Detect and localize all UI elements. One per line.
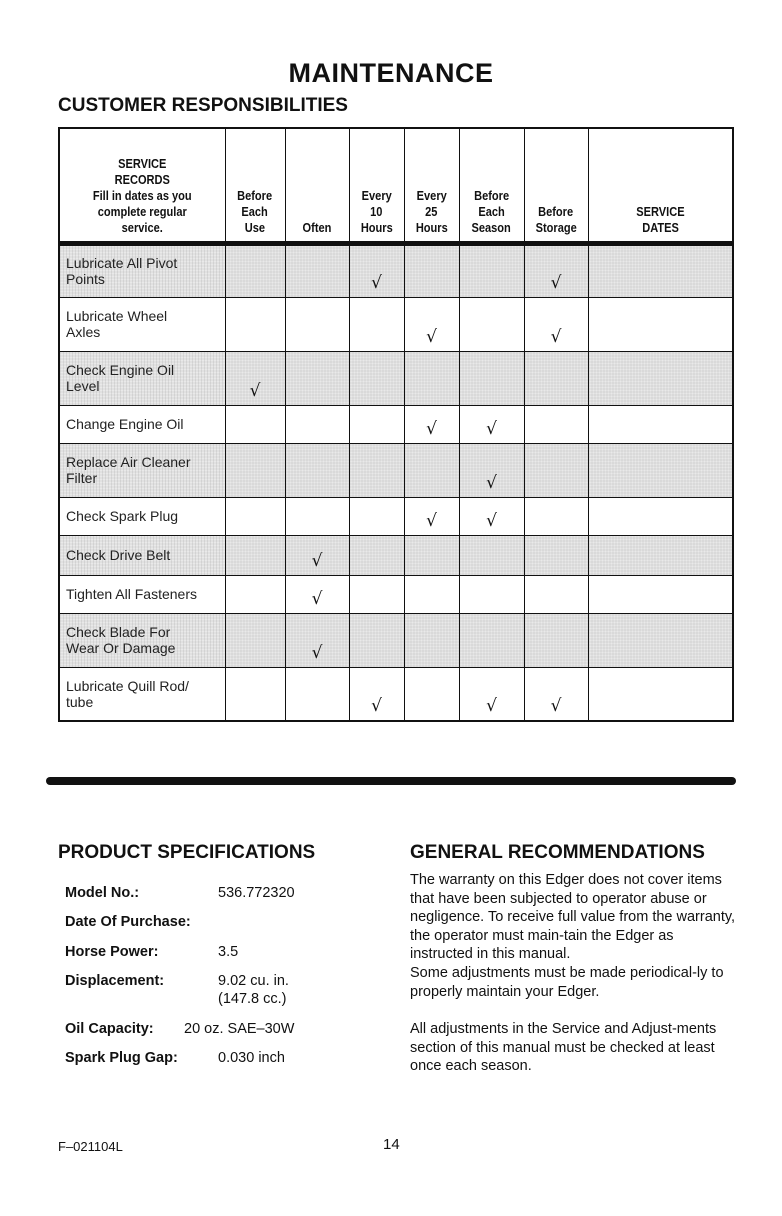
check-cell: [225, 443, 285, 497]
header-line: Fill in dates as you: [92, 187, 192, 203]
table-row: [59, 535, 733, 575]
horse-power-label: Horse Power:: [65, 944, 159, 960]
check-cell: [349, 613, 404, 667]
check-cell: [285, 443, 349, 497]
header-line: Hours: [360, 219, 393, 235]
check-cell: [285, 297, 349, 351]
check-cell: [459, 297, 524, 351]
table-row: [59, 613, 733, 667]
check-mark-icon: √: [426, 326, 437, 347]
check-cell: [459, 667, 524, 721]
header-line: RECORDS: [114, 171, 170, 187]
check-mark-icon: √: [550, 696, 562, 716]
task-line: Tighten All Fasteners: [66, 586, 197, 602]
table-row: [59, 405, 733, 443]
check-cell: [404, 497, 459, 535]
check-cell: [524, 667, 588, 721]
product-specifications-heading: PRODUCT SPECIFICATIONS: [58, 842, 316, 863]
header-often: [285, 128, 349, 243]
task-cell: [59, 613, 225, 667]
check-cell: [285, 405, 349, 443]
check-cell: [349, 405, 404, 443]
task-line: Check Blade For: [66, 624, 171, 640]
service-dates-cell[interactable]: [588, 443, 733, 497]
header-line: Storage: [535, 219, 577, 235]
page-title: MAINTENANCE: [288, 58, 494, 88]
displacement-value: 9.02 cu. in.: [218, 973, 289, 989]
check-cell: [404, 243, 459, 297]
check-cell: [285, 243, 349, 297]
header-line: 10: [370, 203, 383, 219]
check-mark-icon: √: [426, 418, 437, 439]
task-line: Wear Or Damage: [66, 640, 176, 656]
task-line: Change Engine Oil: [66, 416, 184, 432]
table-row: [59, 297, 733, 351]
check-cell: [404, 443, 459, 497]
header-line: Every: [416, 187, 447, 203]
task-cell: [59, 351, 225, 405]
check-cell: [459, 497, 524, 535]
check-cell: [349, 497, 404, 535]
header-line: Use: [244, 219, 266, 235]
check-cell: [225, 575, 285, 613]
check-cell: [225, 497, 285, 535]
header-line: complete regular: [97, 203, 187, 219]
check-cell: [225, 535, 285, 575]
check-cell: [524, 351, 588, 405]
section-divider: [46, 777, 736, 785]
check-mark-icon: √: [550, 272, 562, 293]
check-cell: [404, 535, 459, 575]
check-cell: [524, 535, 588, 575]
header-line: Each: [241, 203, 269, 219]
page-number: 14: [383, 1136, 400, 1153]
task-line: Replace Air Cleaner: [66, 454, 191, 470]
oil-capacity-value: 20 oz. SAE–30W: [184, 1021, 295, 1037]
service-dates-cell[interactable]: [588, 405, 733, 443]
check-cell: [524, 443, 588, 497]
check-cell: [524, 613, 588, 667]
table-row: [59, 575, 733, 613]
purchase-date-label: Date Of Purchase:: [65, 914, 191, 930]
task-line: Lubricate Quill Rod/: [66, 677, 189, 694]
check-cell: [285, 667, 349, 721]
horse-power-value: 3.5: [218, 944, 239, 960]
general-recommendations-heading: GENERAL RECOMMENDATIONS: [410, 842, 705, 863]
service-dates-cell[interactable]: [588, 667, 733, 721]
header-every-25-hours: [404, 128, 459, 243]
model-label: Model No.:: [65, 885, 140, 901]
task-cell: [59, 243, 225, 297]
service-dates-cell[interactable]: [588, 613, 733, 667]
service-dates-cell[interactable]: [588, 575, 733, 613]
check-cell: [404, 351, 459, 405]
task-line: Check Engine Oil: [66, 362, 175, 378]
check-cell: [404, 575, 459, 613]
task-line: Check Drive Belt: [66, 547, 171, 563]
check-mark-icon: √: [371, 696, 382, 716]
check-cell: [459, 351, 524, 405]
maintenance-schedule-table: [58, 127, 734, 722]
header-line: Each: [478, 203, 505, 219]
check-cell: [349, 243, 404, 297]
task-line: Level: [66, 378, 100, 394]
service-dates-cell[interactable]: [588, 351, 733, 405]
table-row: [59, 667, 733, 721]
check-mark-icon: √: [371, 272, 382, 293]
header-line: SERVICE: [118, 155, 167, 171]
service-dates-cell[interactable]: [588, 497, 733, 535]
check-cell: [285, 497, 349, 535]
task-line: Check Spark Plug: [66, 508, 179, 524]
check-cell: [459, 443, 524, 497]
check-mark-icon: √: [486, 472, 497, 493]
header-service-dates: [588, 128, 733, 243]
check-cell: [225, 351, 285, 405]
check-mark-icon: √: [426, 510, 437, 531]
header-line: 25: [425, 203, 438, 219]
header-line: DATES: [641, 219, 679, 235]
service-dates-cell[interactable]: [588, 297, 733, 351]
oil-capacity-label: Oil Capacity:: [65, 1021, 154, 1037]
check-cell: [459, 243, 524, 297]
table-row: [59, 443, 733, 497]
check-mark-icon: √: [311, 642, 323, 663]
task-cell: [59, 575, 225, 613]
check-mark-icon: √: [486, 696, 497, 716]
check-cell: [404, 297, 459, 351]
check-cell: [459, 535, 524, 575]
check-mark-icon: √: [311, 550, 323, 571]
header-line: SERVICE: [636, 203, 685, 219]
check-cell: [285, 351, 349, 405]
task-cell: [59, 297, 225, 351]
header-before-each-use: [225, 128, 285, 243]
header-service-records: [59, 128, 225, 243]
check-mark-icon: √: [311, 588, 323, 609]
check-mark-icon: √: [550, 326, 562, 347]
check-cell: [285, 575, 349, 613]
task-line: Axles: [66, 324, 101, 340]
check-cell: [524, 575, 588, 613]
displacement-cc-value: (147.8 cc.): [218, 991, 287, 1007]
task-cell: [59, 405, 225, 443]
check-mark-icon: √: [486, 418, 497, 439]
check-cell: [404, 405, 459, 443]
check-cell: [349, 535, 404, 575]
check-cell: [225, 667, 285, 721]
task-line: Lubricate Wheel: [66, 308, 168, 324]
check-cell: [459, 575, 524, 613]
header-line: Often: [302, 219, 332, 235]
check-cell: [225, 243, 285, 297]
task-line: Filter: [66, 470, 98, 486]
header-line: Season: [471, 219, 512, 235]
check-cell: [349, 575, 404, 613]
check-cell: [349, 297, 404, 351]
task-cell: [59, 497, 225, 535]
check-cell: [524, 297, 588, 351]
header-before-storage: [524, 128, 588, 243]
check-cell: [404, 613, 459, 667]
check-cell: [524, 405, 588, 443]
service-dates-cell[interactable]: [588, 243, 733, 297]
check-cell: [524, 497, 588, 535]
service-dates-cell[interactable]: [588, 535, 733, 575]
check-cell: [225, 613, 285, 667]
spark-plug-gap-value: 0.030 inch: [218, 1050, 285, 1066]
task-cell: [59, 667, 225, 721]
task-line: Points: [66, 271, 105, 287]
check-cell: [285, 535, 349, 575]
task-cell: [59, 535, 225, 575]
check-cell: [349, 351, 404, 405]
check-cell: [404, 667, 459, 721]
table-row: [59, 243, 733, 297]
model-value: 536.772320: [218, 885, 295, 901]
task-cell: [59, 443, 225, 497]
check-cell: [349, 667, 404, 721]
recommendation-paragraph-2: Some adjustments must be made periodical-ly to properly maintain your Edger.: [410, 965, 724, 1000]
displacement-label: Displacement:: [65, 973, 165, 989]
check-cell: [285, 613, 349, 667]
recommendation-paragraph-3: All adjustments in the Service and Adjust-ments section of this manual must be checked at least once each season.: [410, 1021, 717, 1074]
table-header-row: [59, 128, 733, 243]
check-cell: [459, 405, 524, 443]
document-code: F–021104L: [58, 1139, 123, 1154]
check-cell: [225, 405, 285, 443]
check-cell: [349, 443, 404, 497]
header-line: Before: [237, 187, 273, 203]
task-line: Lubricate All Pivot: [66, 255, 178, 271]
table-row: [59, 497, 733, 535]
section-title-customer-responsibilities: CUSTOMER RESPONSIBILITIES: [58, 95, 348, 116]
task-line: tube: [66, 693, 94, 710]
table-row: [59, 351, 733, 405]
header-line: Before: [473, 187, 510, 203]
header-before-each-season: [459, 128, 524, 243]
check-cell: [459, 613, 524, 667]
check-cell: [524, 243, 588, 297]
check-mark-icon: √: [249, 380, 261, 401]
header-line: Before: [538, 203, 574, 219]
header-line: Every: [361, 187, 392, 203]
check-mark-icon: √: [486, 510, 497, 531]
header-every-10-hours: [349, 128, 404, 243]
check-cell: [225, 297, 285, 351]
header-line: Hours: [415, 219, 448, 235]
header-line: service.: [121, 219, 163, 235]
recommendation-paragraph-1: The warranty on this Edger does not cover items that have been subjected to operator abuse or negligence. To receive full value from the warranty, the operator must main-tain the Edger as instructed in this manual.: [410, 872, 736, 962]
spark-plug-gap-label: Spark Plug Gap:: [65, 1050, 178, 1066]
